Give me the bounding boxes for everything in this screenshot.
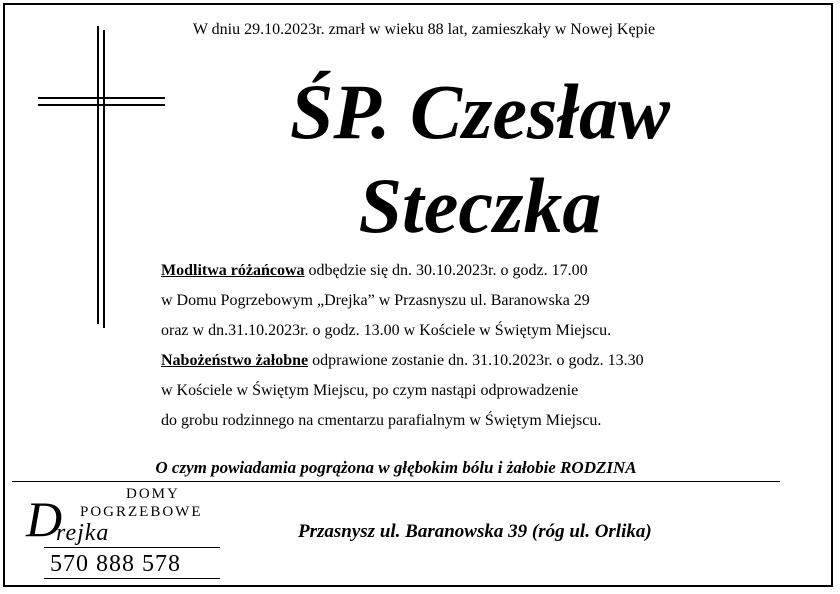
funeral-text: odprawione zostanie dn. 31.10.2023r. o godz. 13.30: [312, 352, 644, 369]
logo-initial: D: [26, 491, 63, 547]
rosary-text: odbędzie się dn. 30.10.2023r. o godz. 17.00: [308, 262, 588, 279]
funeral-home-address: Przasnysz ul. Baranowska 39 (róg ul. Orlika): [298, 521, 652, 542]
funeral-home-logo: [18, 484, 228, 582]
logo-pogrzebowe: POGRZEBOWE: [80, 504, 203, 520]
logo-underline: [44, 578, 220, 579]
cross-vertical-bar: [103, 30, 105, 328]
closing-text: O czym powiadamia pogrążona w głębokim bólu i żałobie RODZINA: [155, 458, 637, 477]
rosary-line-3: oraz w dn.31.10.2023r. o godz. 13.00 w Kościele w Świętym Miejscu.: [161, 322, 612, 339]
funeral-label: Nabożeństwo żałobne: [161, 352, 309, 369]
cross-horizontal-bar: [38, 104, 165, 106]
funeral-line-3: do grobu rodzinnego na cmentarzu parafialnym w Świętym Miejscu.: [161, 412, 602, 429]
ceremony-details: [161, 256, 721, 436]
death-announcement: [0, 20, 840, 40]
cross-vertical-bar: [97, 26, 99, 324]
divider: [12, 481, 780, 482]
logo-name: rejka: [56, 520, 110, 546]
rosary-line-2: w Domu Pogrzebowym „Drejka” w Przasnyszu ul. Baranowska 29: [161, 292, 590, 309]
cross-horizontal-bar: [38, 97, 165, 99]
funeral-line-2: w Kościele w Świętym Miejscu, po czym nastąpi odprowadzenie: [161, 382, 579, 399]
phone-number: 570 888 578: [50, 551, 181, 577]
logo-divider: [44, 547, 220, 548]
funeral-line-1: [161, 346, 721, 376]
closing-statement: [0, 458, 840, 478]
intro-text: W dniu 29.10.2023r. zmarł w wieku 88 lat, zamieszkały w Nowej Kępie: [192, 21, 656, 38]
logo-domy: DOMY: [126, 486, 180, 502]
deceased-name-line2: Steczka: [358, 162, 602, 249]
rosary-label: Modlitwa różańcowa: [161, 262, 305, 279]
rosary-line-1: [161, 256, 721, 286]
deceased-name-line1: ŚP. Czesław: [289, 68, 671, 155]
